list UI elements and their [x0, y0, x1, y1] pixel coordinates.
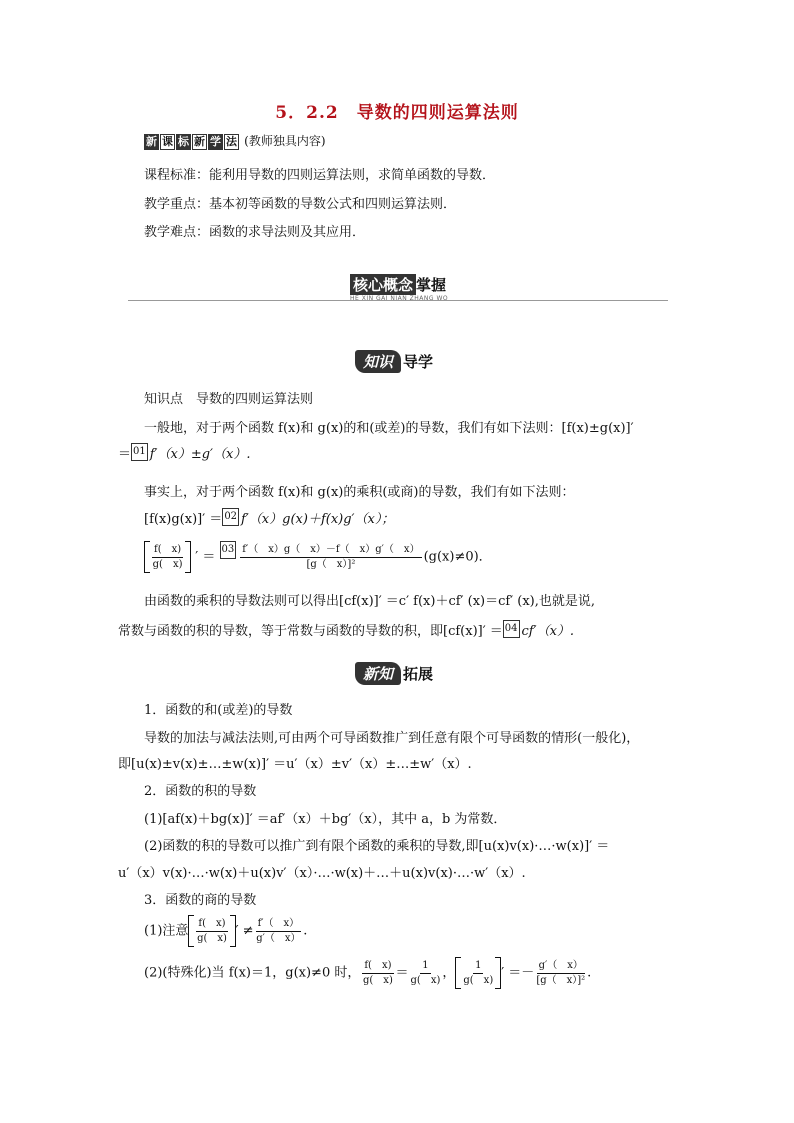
constant-multiple-rule	[118, 620, 574, 639]
linear-combination-rule: (1)[af(x)＋bg(x)]′ ＝af′（x）＋bg′（x），其中 a，b 为常数．	[144, 812, 507, 827]
sum-rule-text: 一般地，对于两个函数 f(x)和 g(x)的和(或差)的导数，我们有如下法则：[f(x)±g(x)]′	[144, 421, 634, 436]
banner-light: 掌握	[416, 276, 447, 294]
quotient-special-case	[144, 957, 591, 989]
special-frac4-den: [g（ x）]²	[536, 974, 586, 986]
note-lhs-num: f( x)	[196, 917, 227, 932]
note-lhs-fraction	[196, 917, 227, 946]
special-comma: ，	[442, 965, 456, 981]
bracket-left	[144, 541, 150, 573]
page-title: 5．2.2 导数的四则运算法则	[275, 103, 519, 123]
quotient-condition: (g(x)≠0)．	[423, 549, 492, 565]
note-lhs-den: g( x)	[197, 932, 227, 944]
special-frac4-num: g′（ x）	[537, 959, 585, 974]
special-bracket-left	[455, 957, 461, 989]
special-end: .	[587, 965, 592, 981]
special-frac3-den: g( x)	[463, 974, 494, 986]
course-standard: 课程标准：能利用导数的四则运算法则，求简单函数的导数．	[144, 168, 496, 183]
section-new-knowledge	[355, 662, 433, 685]
special-frac3	[463, 959, 493, 988]
blank-03: 03	[220, 541, 237, 559]
section1-pill: 知识	[355, 350, 401, 373]
blank-04: 04	[503, 620, 520, 638]
banner-divider	[128, 300, 668, 301]
quotient-note	[144, 915, 307, 947]
note-end: .	[303, 923, 308, 939]
constant-multiple-text: 由函数的乘积的导数法则可以得出[cf(x)]′ ＝c′ f(x)＋cf′ (x)＝cf′ (x),也就是说,	[144, 594, 596, 609]
badge-fa: 法	[226, 135, 237, 148]
quotient-lhs-fraction	[152, 543, 183, 572]
sum-extension-text: 导数的加法与减法法则,可由两个可导函数推广到任意有限个可导函数的情形(一般化)，	[144, 731, 640, 746]
quotient-rhs-den: [g（ x）]²	[306, 558, 356, 570]
note-rhs-num: f′（ x）	[256, 917, 302, 932]
section2-rest: 拓展	[403, 665, 434, 683]
product-extension-formula: u′（x）v(x)·…·w(x)＋u(x)v′（x）·…·w(x)＋…＋u(x)v(x)·…·w′（x）.	[118, 866, 526, 881]
sum-rule-answer	[118, 443, 250, 462]
note-bracket-left	[188, 915, 194, 947]
bracket-right	[185, 541, 191, 573]
badge-xin2: 新	[194, 135, 205, 148]
sum-rule-eq: ＝	[118, 447, 132, 462]
special-case-pre: (2)(特殊化)当 f(x)＝1，g(x)≠0 时，	[144, 965, 361, 981]
note-rhs-fraction	[256, 917, 302, 946]
heading-product-derivative: 2．函数的积的导数	[144, 784, 257, 799]
constant-multiple-pre: 常数与函数的积的导数，等于常数与函数的导数的积，即[cf(x)]′ ＝	[118, 624, 503, 639]
blank-01: 01	[131, 443, 148, 461]
special-frac2-num: 1	[420, 959, 430, 974]
intro-badge-row	[144, 132, 326, 150]
constant-multiple-formula: cf′（x）.	[521, 624, 575, 639]
banner-dark: 核心概念	[350, 274, 416, 295]
sum-extension-formula: 即[u(x)±v(x)±…±w(x)]′ ＝u′（x）±v′（x）±…±w′（x）.	[118, 757, 472, 772]
teaching-focus: 教学重点：基本初等函数的导数公式和四则运算法则．	[144, 197, 457, 212]
special-frac1	[362, 959, 393, 988]
special-frac3-num: 1	[473, 959, 483, 974]
heading-quotient-derivative: 3．函数的商的导数	[144, 893, 257, 908]
quotient-rule	[144, 541, 492, 573]
badge-biao: 标	[178, 135, 189, 148]
quotient-rhs-num: f′（ x）g（ x）－f（ x）g′（ x）	[240, 543, 421, 558]
note-neq: ′ ≠	[235, 923, 254, 939]
product-extension-text: (2)函数的积的导数可以推广到有限个函数的乘积的导数,即[u(x)v(x)·…·w(x)]′ ＝	[144, 839, 610, 854]
quotient-lhs-num: f( x)	[152, 543, 183, 558]
banner-title	[350, 274, 446, 295]
badge-ke: 课	[162, 135, 173, 148]
badge-xue: 学	[210, 135, 221, 148]
banner-pinyin: HE XIN GAI NIAN ZHANG WO	[350, 295, 449, 302]
product-rule-formula: f′（x）g(x)＋f(x)g′（x）；	[241, 512, 395, 527]
heading-sum-derivative: 1．函数的和(或差)的导数	[144, 703, 293, 718]
quotient-eq: ′ ＝	[195, 549, 216, 565]
core-concept-banner	[128, 274, 668, 304]
special-frac4	[536, 959, 585, 988]
note-rhs-den: g′（ x）	[256, 932, 301, 944]
section1-rest: 导学	[403, 353, 434, 371]
special-frac1-num: f( x)	[362, 959, 393, 974]
special-frac2	[411, 959, 441, 988]
product-rule-lhs: [f(x)g(x)]′ ＝	[144, 512, 223, 527]
special-eq2: ′ ＝－	[501, 965, 535, 981]
teaching-difficulty: 教学难点：函数的求导法则及其应用．	[144, 225, 366, 240]
badge-note: (教师独具内容)	[244, 134, 326, 148]
product-quotient-intro: 事实上，对于两个函数 f(x)和 g(x)的乘积(或商)的导数，我们有如下法则：	[144, 485, 575, 500]
blank-02: 02	[222, 508, 239, 526]
product-rule	[144, 508, 394, 527]
section-knowledge-guide	[355, 350, 433, 373]
special-frac1-den: g( x)	[363, 974, 393, 986]
sum-rule-formula: f′（x）±g′（x）.	[149, 447, 251, 462]
quotient-note-pre: (1)注意	[144, 923, 189, 939]
quotient-rhs-fraction	[240, 543, 421, 572]
special-eq1: ＝	[395, 965, 409, 981]
quotient-lhs-den: g( x)	[152, 558, 183, 570]
badge-xin: 新	[146, 135, 157, 148]
knowledge-point: 知识点 导数的四则运算法则	[144, 392, 314, 407]
special-frac2-den: g( x)	[410, 974, 441, 986]
section2-pill: 新知	[355, 662, 401, 685]
